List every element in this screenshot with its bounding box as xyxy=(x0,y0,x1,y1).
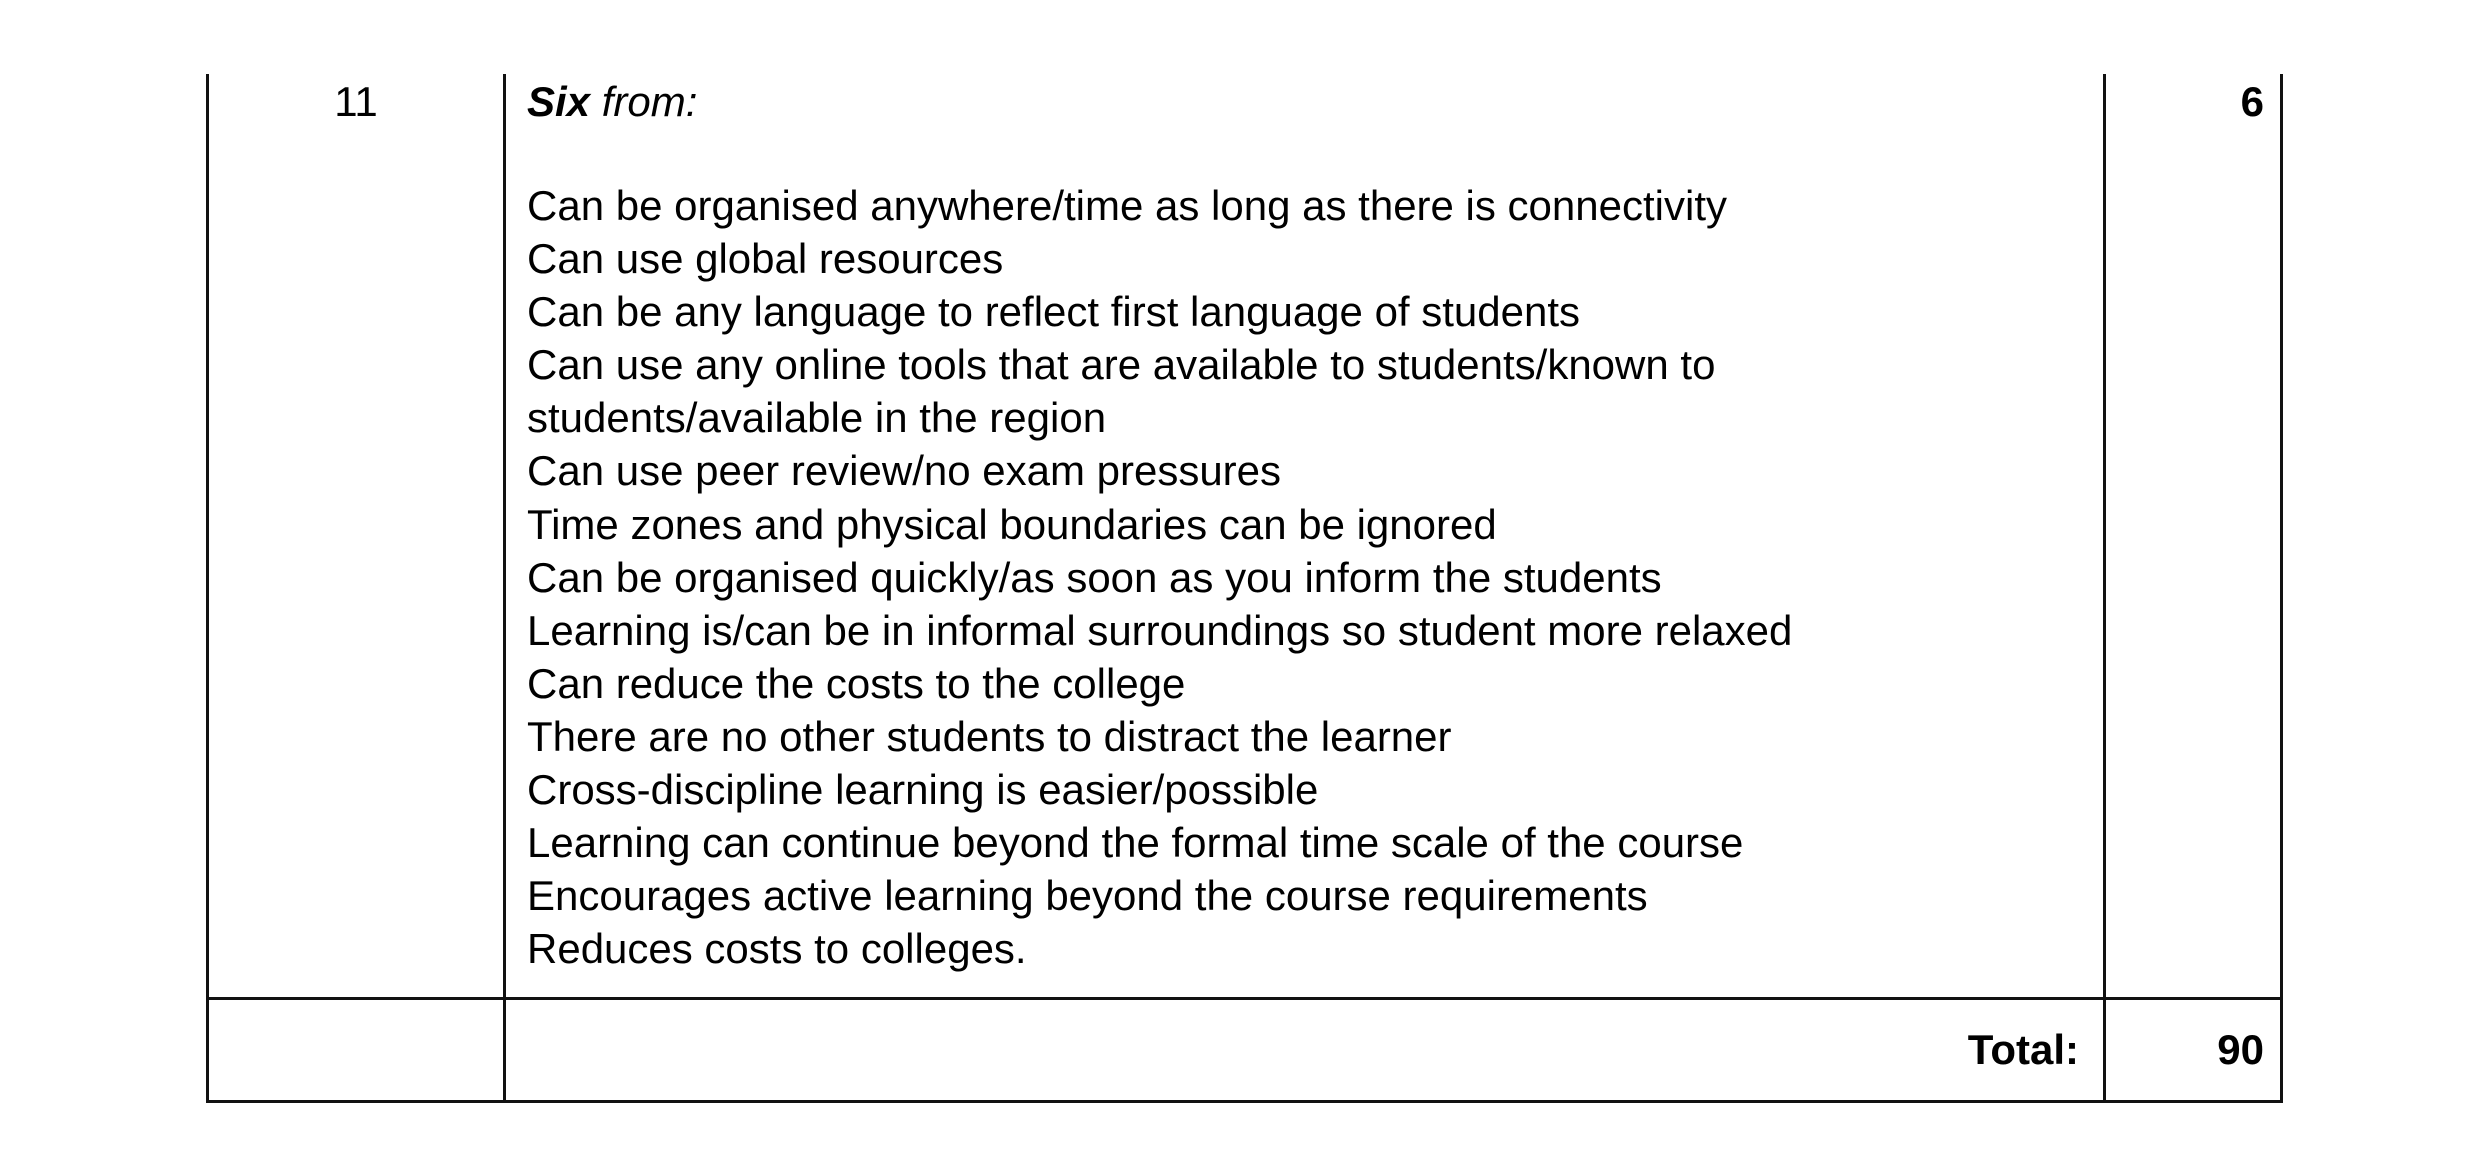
answer-item: Encourages active learning beyond the course requirements xyxy=(527,872,1648,920)
answer-item: Can use global resources xyxy=(527,235,1004,283)
question-column-divider xyxy=(503,74,506,1103)
answer-item: Can be organised anywhere/time as long as there is connectivity xyxy=(527,182,1727,229)
instruction-count: Six xyxy=(527,78,591,125)
table-bottom-border xyxy=(206,1100,2283,1103)
marks-value: 6 xyxy=(2240,78,2264,125)
answer-instruction xyxy=(527,78,2087,126)
table-right-border xyxy=(2280,74,2283,1103)
total-value: 90 xyxy=(2217,1026,2264,1073)
total-label: Total: xyxy=(1967,1026,2079,1073)
answer-item: Reduces costs to colleges. xyxy=(527,925,1027,973)
answer-item: Can be organised quickly/as soon as you inform the students xyxy=(527,553,1662,601)
answer-item: Learning can continue beyond the formal time scale of the course xyxy=(527,819,1744,867)
instruction-text: from: xyxy=(590,78,698,125)
total-row-top-border xyxy=(206,997,2283,1000)
marks-column-divider xyxy=(2103,74,2106,1103)
question-number: 11 xyxy=(334,78,378,125)
table-left-border xyxy=(206,74,209,1103)
answer-item: Cross-discipline learning is easier/possible xyxy=(527,766,1319,814)
answer-item: Time zones and physical boundaries can be ignored xyxy=(527,500,1497,548)
answer-item: There are no other students to distract the learner xyxy=(527,712,1452,760)
answer-item: Learning is/can be in informal surroundings so student more relaxed xyxy=(527,606,1793,654)
answer-item: Can be any language to reflect first language of students xyxy=(527,288,1581,336)
answer-cell xyxy=(527,78,2087,975)
answer-item: Can use any online tools that are available to students/known to students/available in the region xyxy=(527,341,1716,442)
answer-item: Can use peer review/no exam pressures xyxy=(527,447,1282,495)
answer-item: Can reduce the costs to the college xyxy=(527,659,1186,707)
acceptable-answers-list xyxy=(527,179,2087,975)
